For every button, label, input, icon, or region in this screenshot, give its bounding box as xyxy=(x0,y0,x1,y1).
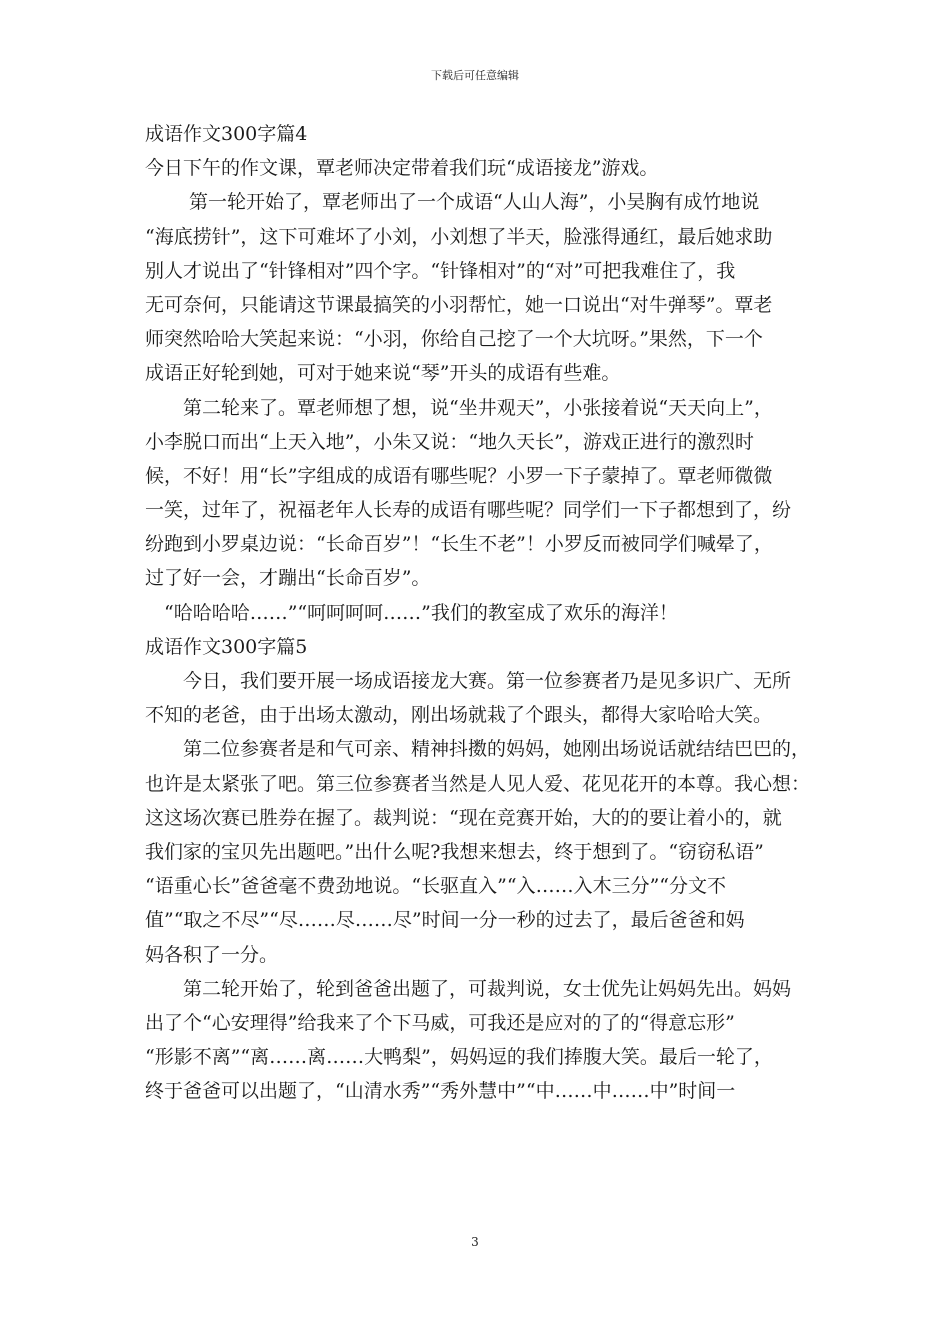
section-heading: 成语作文300字篇4 xyxy=(145,123,308,145)
text-line: 纷跑到小罗桌边说：“长命百岁”！“长生不老”！小罗反而被同学们喊晕了， xyxy=(145,533,773,556)
text-line: 今日下午的作文课，覃老师决定带着我们玩“成语接龙”游戏。 xyxy=(145,157,659,180)
text-line: 师突然哈哈大笑起来说：“小羽，你给自己挖了一个大坑呀。”果然，下一个 xyxy=(145,328,763,351)
text-line: 第二轮来了。覃老师想了想，说“坐井观天”，小张接着说“天天向上”， xyxy=(183,396,773,419)
text-line: 值”“取之不尽”“尽……尽……尽”时间一分一秒的过去了，最后爸爸和妈 xyxy=(145,909,745,932)
text-line: 候，不好！用“长”字组成的成语有哪些呢？小罗一下子蒙掉了。覃老师微微 xyxy=(145,464,773,487)
text-line: 一笑，过年了，祝福老年人长寿的成语有哪些呢？同学们一下子都想到了，纷 xyxy=(145,499,792,522)
document-body xyxy=(145,117,815,1108)
text-line: 终于爸爸可以出题了，“山清水秀”“秀外慧中”“中……中……中”时间一 xyxy=(145,1080,736,1103)
text-line: “海底捞针”，这下可难坏了小刘，小刘想了半天，脸涨得通红，最后她求助 xyxy=(145,225,773,248)
text-line: 第二位参赛者是和气可亲、精神抖擞的妈妈，她刚出场说话就结结巴巴的， xyxy=(183,738,811,761)
text-line: 妈各积了一分。 xyxy=(145,943,279,966)
text-line: 无可奈何，只能请这节课最搞笑的小羽帮忙，她一口说出“对牛弹琴”。覃老 xyxy=(145,293,773,316)
section-heading: 成语作文300字篇5 xyxy=(145,635,308,658)
text-line: 过了好一会，才蹦出“长命百岁”。 xyxy=(145,567,431,590)
text-line: 小李脱口而出“上天入地”，小朱又说：“地久天长”，游戏正进行的激烈时 xyxy=(145,430,754,453)
page-header: 下载后可任意编辑 xyxy=(431,69,519,82)
text-line: 出了个“心安理得”给我来了个下马威，可我还是应对的了的“得意忘形” xyxy=(145,1011,735,1034)
text-line: 今日，我们要开展一场成语接龙大赛。第一位参赛者乃是见多识广、无所 xyxy=(183,670,792,692)
text-line: 这这场次赛已胜券在握了。裁判说：“现在竞赛开始，大的的要让着小的，就 xyxy=(145,806,782,829)
text-line: 别人才说出了“针锋相对”四个字。“针锋相对”的“对”可把我难住了，我 xyxy=(145,259,736,282)
text-line: 我们家的宝贝先出题吧。”出什么呢?我想来想去，终于想到了。“窃窃私语” xyxy=(145,840,764,863)
page-number: 3 xyxy=(471,1235,479,1249)
text-line: 成语正好轮到她，可对于她来说“琴”开头的成语有些难。 xyxy=(145,362,621,385)
text-line: 不知的老爸，由于出场太激动，刚出场就栽了个跟头，都得大家哈哈大笑。 xyxy=(145,704,773,727)
text-line: “哈哈哈哈……”“呵呵呵呵……”我们的教室成了欢乐的海洋！ xyxy=(164,601,678,624)
text-line: “形影不离”“离……离……大鸭梨”，妈妈逗的我们捧腹大笑。最后一轮了， xyxy=(145,1046,773,1069)
text-line: 第二轮开始了，轮到爸爸出题了，可裁判说，女士优先让妈妈先出。妈妈 xyxy=(183,977,792,1000)
text-line: 也许是太紧张了吧。第三位参赛者当然是人见人爱、花见花开的本尊。我心想： xyxy=(145,772,811,795)
text-line: 第一轮开始了，覃老师出了一个成语“人山人海”，小吴胸有成竹地说 xyxy=(189,191,760,214)
text-line: “语重心长”爸爸毫不费劲地说。“长驱直入”“入……入木三分”“分文不 xyxy=(145,875,726,898)
